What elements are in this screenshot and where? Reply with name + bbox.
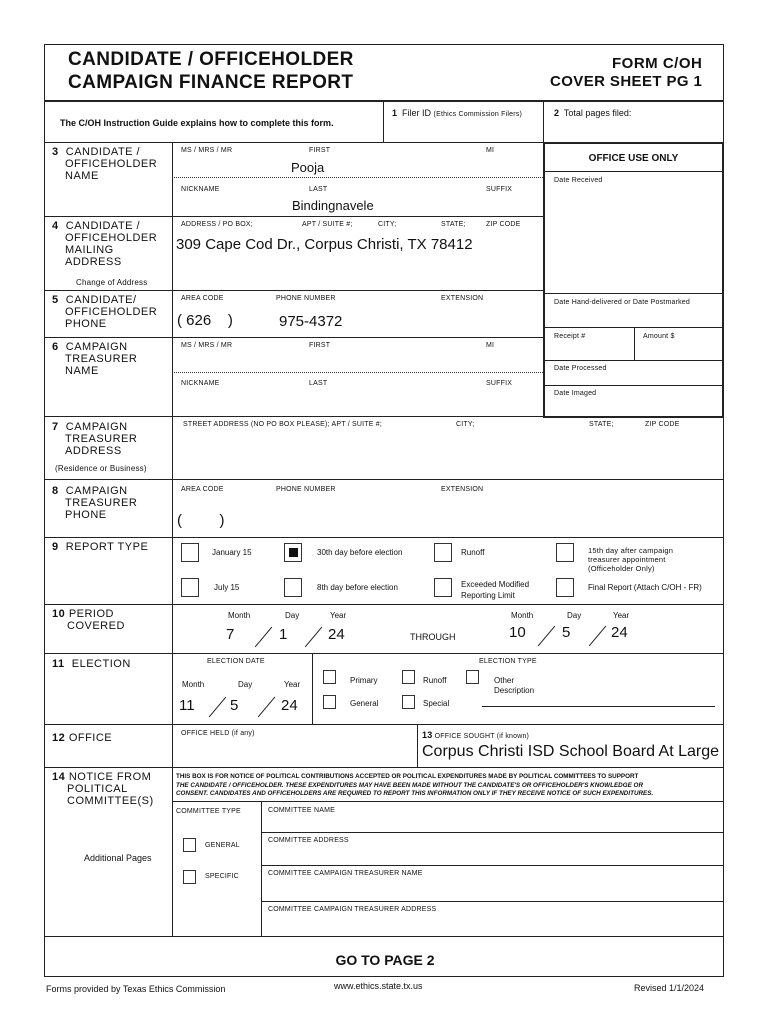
frame-top	[44, 44, 724, 45]
additional-pages-label: Additional Pages	[84, 853, 152, 863]
total-pages-field[interactable]: 2 Total pages filed:	[554, 108, 632, 118]
section-7-label: 7 CAMPAIGN TREASURER ADDRESS	[52, 421, 138, 457]
candidate-last-name[interactable]: Bindingnavele	[292, 198, 374, 213]
period-from-day[interactable]: 1	[279, 626, 288, 643]
section-5-label: 5 CANDIDATE/ OFFICEHOLDER PHONE	[52, 294, 158, 330]
cover-sheet-label: COVER SHEET PG 1	[550, 73, 703, 90]
checkbox-exceeded-limit[interactable]	[434, 578, 452, 597]
period-to-day[interactable]: 5	[562, 624, 571, 641]
office-sought-value[interactable]: Corpus Christi ISD School Board At Large	[422, 743, 720, 760]
checkbox-committee-general[interactable]	[183, 838, 196, 852]
form-id: FORM C/OH	[612, 55, 703, 72]
treasurer-area-code[interactable]: ( )	[177, 512, 225, 529]
frame-bottom	[44, 976, 724, 977]
change-of-address[interactable]: Change of Address	[76, 278, 148, 287]
section-8-label: 8 CAMPAIGN TREASURER PHONE	[52, 485, 138, 521]
date-imaged-label: Date Imaged	[554, 390, 597, 397]
checkbox-committee-specific[interactable]	[183, 870, 196, 884]
section-9-label: 9 REPORT TYPE	[52, 541, 149, 553]
filer-id-field[interactable]: 1 Filer ID (Ethics Commission Filers)	[392, 108, 522, 118]
other-description-line[interactable]	[482, 706, 715, 707]
section-4-label: 4 CANDIDATE / OFFICEHOLDER MAILING ADDRESS	[52, 220, 158, 268]
checkbox-special[interactable]	[402, 695, 415, 709]
checkbox-8th-day[interactable]	[284, 578, 302, 597]
treasurer-first-name[interactable]	[181, 352, 541, 370]
candidate-first-name[interactable]: Pooja	[291, 160, 325, 175]
footer-provided: Forms provided by Texas Ethics Commission	[46, 984, 226, 994]
election-day[interactable]: 5	[230, 697, 239, 714]
header-divider	[44, 100, 724, 102]
office-held-field[interactable]	[181, 742, 411, 762]
checkbox-july-15[interactable]	[181, 578, 199, 597]
instruction-guide-text: The C/OH Instruction Guide explains how to complete this form.	[60, 118, 334, 128]
checkbox-runoff[interactable]	[434, 543, 452, 562]
committee-notice-text: THIS BOX IS FOR NOTICE OF POLITICAL CONTRIBUTIONS ACCEPTED OR POLITICAL EXPENDITURES MADE BY POLITICAL COMMITTEES TO SUPPORT THE CANDIDATE / OFFICEHOLDER. THESE EXPENDITURES MAY HAVE BEEN MADE WITHOUT THE CANDIDATE'S OR OFFICEHOLDER'S KNOWLEDGE OR CONSENT. CANDIDATES AND OFFICEHOLDERS ARE REQUIRED TO REPORT THIS INFORMATION ONLY IF THEY RECEIVE NOTICE OF SUCH EXPENDITURES.	[176, 773, 654, 797]
checkbox-final-report[interactable]	[556, 578, 574, 597]
section-6-label: 6 CAMPAIGN TREASURER NAME	[52, 341, 138, 377]
election-year[interactable]: 24	[281, 697, 298, 714]
section-3-label: 3 CANDIDATE / OFFICEHOLDER NAME	[52, 146, 158, 182]
period-from-month[interactable]: 7	[226, 626, 235, 643]
checked-mark-icon	[289, 548, 298, 557]
office-use-title: OFFICE USE ONLY	[543, 145, 724, 172]
checkbox-election-runoff[interactable]	[402, 670, 415, 684]
date-received-label: Date Received	[554, 177, 603, 184]
checkbox-primary[interactable]	[323, 670, 336, 684]
form-title-line1: CANDIDATE / OFFICEHOLDER	[68, 49, 354, 70]
period-from-year[interactable]: 24	[328, 626, 345, 643]
section-14-label: 14 NOTICE FROM POLITICAL COMMITTEE(S)	[52, 771, 154, 807]
receipt-label: Receipt #	[554, 333, 586, 340]
checkbox-30th-day[interactable]	[284, 543, 302, 562]
election-month[interactable]: 11	[179, 697, 195, 714]
date-processed-label: Date Processed	[554, 365, 607, 372]
checkbox-other[interactable]	[466, 670, 479, 684]
period-to-year[interactable]: 24	[611, 624, 628, 641]
section-12-label: 12 OFFICE	[52, 732, 113, 744]
date-hand-delivered-label: Date Hand-delivered or Date Postmarked	[554, 299, 690, 306]
go-to-page-2[interactable]: GO TO PAGE 2	[335, 952, 435, 968]
form-title-line2: CAMPAIGN FINANCE REPORT	[68, 72, 354, 93]
footer-revised: Revised 1/1/2024	[634, 983, 705, 993]
candidate-phone-number[interactable]: 975-4372	[279, 313, 343, 330]
frame-left	[44, 44, 45, 977]
amount-label: Amount $	[643, 333, 675, 340]
candidate-mailing-address[interactable]: 309 Cape Cod Dr., Corpus Christi, TX 78412	[176, 236, 473, 253]
checkbox-general[interactable]	[323, 695, 336, 709]
candidate-area-code[interactable]: ( 626 )	[177, 312, 233, 329]
section-10-label: 10 PERIOD COVERED	[52, 608, 125, 632]
checkbox-january-15[interactable]	[181, 543, 199, 562]
treasurer-last-name[interactable]	[181, 390, 541, 410]
treasurer-address[interactable]	[181, 432, 716, 472]
footer-url[interactable]: www.ethics.state.tx.us	[334, 981, 423, 991]
period-to-month[interactable]: 10	[509, 624, 526, 641]
checkbox-15th-day-after[interactable]	[556, 543, 574, 562]
section-11-label: 11 ELECTION	[52, 658, 131, 670]
